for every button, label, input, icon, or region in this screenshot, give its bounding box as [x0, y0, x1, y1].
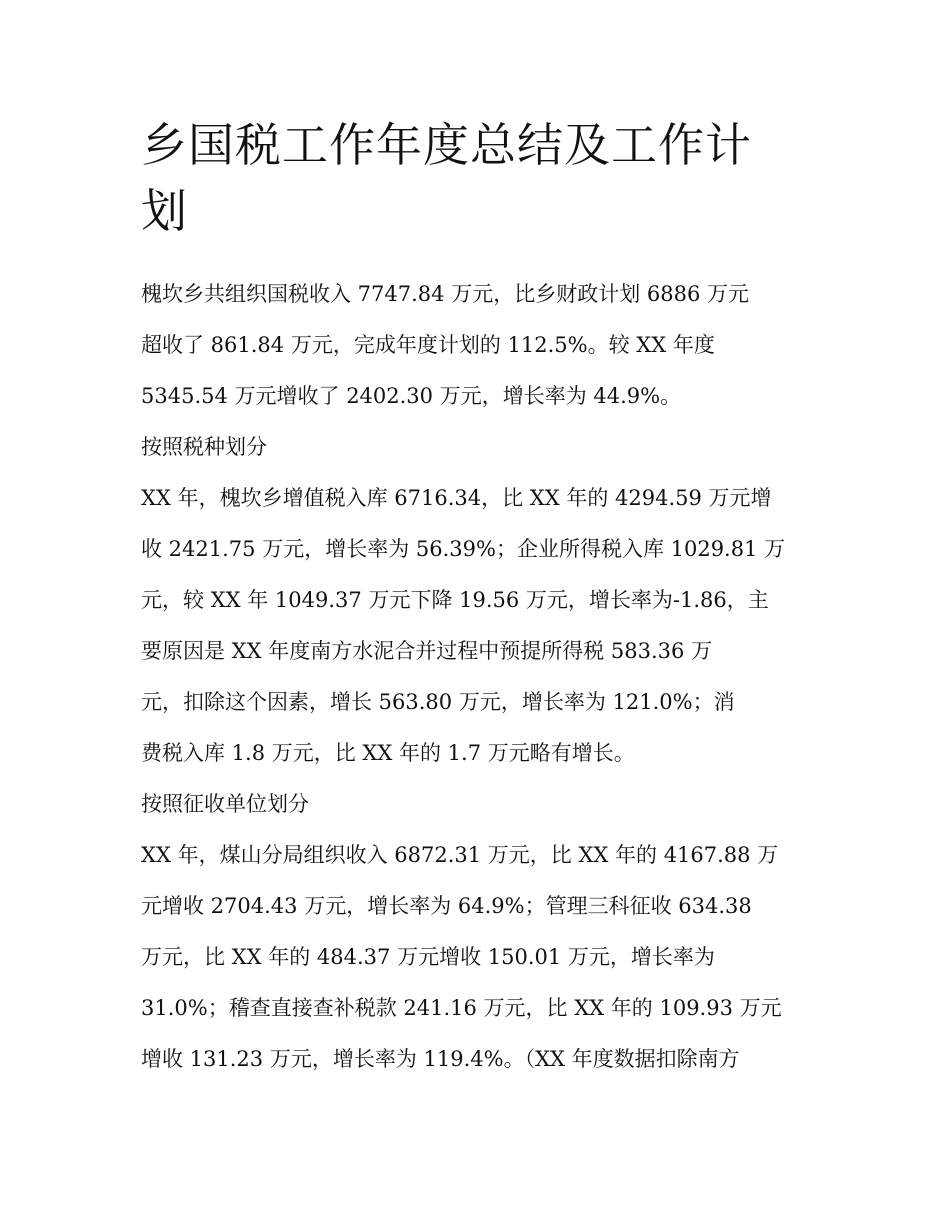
document-page	[141, 112, 811, 1085]
body-line-15: 31.0%；稽查直接查补税款 241.16 万元，比 XX 年的 109.93 万元	[141, 996, 782, 1020]
title-line-1: 乡国税工作年度总结及工作计	[141, 118, 752, 172]
body-line-14: 万元，比 XX 年的 484.37 万元增收 150.01 万元，增长率为	[141, 945, 715, 969]
body-line-6: 收 2421.75 万元，增长率为 56.39%；企业所得税入库 1029.81 万	[141, 537, 786, 561]
body-line-16: 增收 131.23 万元，增长率为 119.4%。（XX 年度数据扣除南方	[141, 1047, 740, 1071]
body-line-9: 元，扣除这个因素，增长 563.80 万元，增长率为 121.0%；消	[141, 690, 735, 714]
body-line-3: 5345.54 万元增收了 2402.30 万元，增长率为 44.9%。	[141, 384, 682, 408]
body-line-10: 费税入库 1.8 万元，比 XX 年的 1.7 万元略有增长。	[141, 741, 635, 765]
section-heading-tax-type: 按照税种划分	[141, 435, 267, 459]
body-line-13: 元增收 2704.43 万元，增长率为 64.9%；管理三科征收 634.38	[141, 894, 752, 918]
body-line-12: XX 年，煤山分局组织收入 6872.31 万元，比 XX 年的 4167.88 万	[141, 843, 779, 867]
document-body	[141, 269, 811, 1085]
body-line-7: 元，较 XX 年 1049.37 万元下降 19.56 万元，增长率为-1.86，主	[141, 588, 769, 612]
body-line-8: 要原因是 XX 年度南方水泥合并过程中预提所得税 583.36 万	[141, 639, 713, 663]
document-title	[141, 112, 811, 244]
body-line-5: XX 年，槐坎乡增值税入库 6716.34，比 XX 年的 4294.59 万元增	[141, 486, 772, 510]
section-heading-collection-unit: 按照征收单位划分	[141, 792, 309, 816]
body-line-1: 槐坎乡共组织国税收入 7747.84 万元，比乡财政计划 6886 万元	[141, 282, 749, 306]
body-line-2: 超收了 861.84 万元，完成年度计划的 112.5%。较 XX 年度	[141, 333, 715, 357]
title-line-2: 划	[141, 184, 188, 238]
